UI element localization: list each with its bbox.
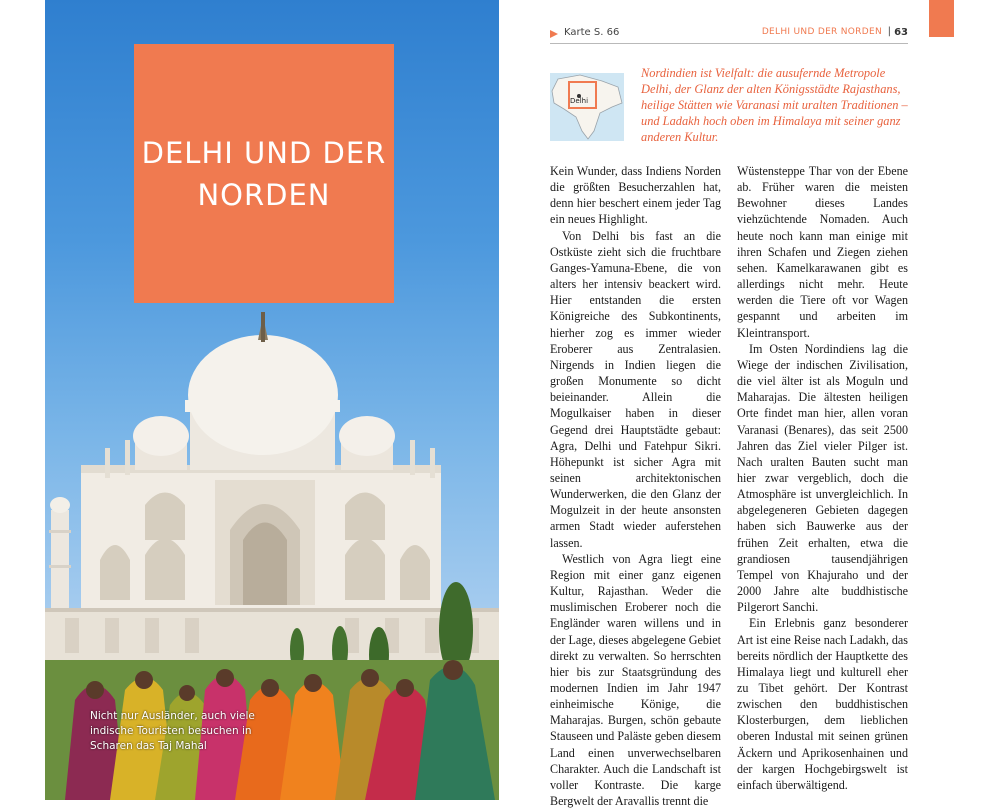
paragraph: Westlich von Agra liegt eine Region mit einer ganz eigenen Kultur, Rajasthan. Weder die muslimischen Eroberer noch die Engländer waren willens und in der Lage, dieses abgelegene Gebiet direkt zu verwalten. So herrschten hier bis zur Staatsgründung des modernen Indien im Jahr 1947 einheimische Könige, die Maharajas. Burgen, schön gebaute Stauseen und Paläste geben diesem Land einen unverwechselbaren Charakter. Auch die Landschaft ist voller Kontraste. Die karge Bergwelt der Aravallis trennt die (550, 551, 721, 809)
paragraph: Ein Erlebnis ganz besonderer Art ist eine Reise nach Ladakh, das bereits nördlich der Hauptkette des Himalaya liegt und kulturell eher zu Tibet gehört. Der Kontrast zwischen den buddhistischen Klosterburgen, dem lieblichen oberen Industal mit seinen grünen Äckern und Aprikosenhainen und der kargen Hochgebirgswelt ist einfach überwältigend. (737, 616, 908, 792)
paragraph: Von Delhi bis fast an die Ostküste zieht sich die fruchtbare Ganges-Yamuna-Ebene, die von alters her intensiv beackert wird. Hier entstanden die ersten Königreiche des Subkontinents, hierher zog es immer wieder Eroberer aus Zentralasien. Nirgends in Indien liegen die großen Monumente so dicht beieinander. Allein die Mogulkaiser haben in dieser Gegend drei Hauptstädte gebaut: Agra, Delhi und Fatehpur Sikri. Höhepunkt ist sicher Agra mit seinen architektonischen Wunderwerken, die den Glanz der Mogulzeit in der heute ansonsten armen Stadt wieder auferstehen lassen. (550, 228, 721, 550)
paragraph: Im Osten Nordindiens lag die Wiege der indischen Zivilisation, die viel älter ist als Moguln und Maharajas. Die ältesten heiligen Orte findet man hier, allen voran Varanasi (Benares), das seit 2500 Jahren das Ziel vieler Pilger ist. Nach uralten Bauten sucht man hier zwar vergeblich, doch die Atmosphäre ist unvergleichlich. In abgelegeneren Gebieten dagegen haben sich Bauwerke aus der frühen Zeit erhalten, etwa die grandiosen tausendjährigen Tempel von Khajuraho und der 2000 Jahre alte buddhistische Pilgerort Sanchi. (737, 341, 908, 615)
page-tab-marker (929, 0, 954, 37)
map-city-label: Delhi (570, 97, 589, 105)
header-rule (550, 43, 908, 44)
running-header (550, 27, 908, 43)
paragraph: Wüstensteppe Thar von der Ebene ab. Früher waren die meisten Bewohner dieses Landes viehzüchtende Nomaden. Auch heute noch kann man einige mit ihren Schafen und Ziegen ziehen sehen. Kamelkarawanen gibt es allerdings nicht mehr. Heute werden die Tiere oft vor Wagen gespannt und arbeiten im Kleintransport. (737, 164, 908, 340)
chapter-title: DELHI UND DER NORDEN (141, 136, 387, 212)
india-map-icon (550, 73, 624, 141)
cover-photo (45, 0, 499, 800)
page-number: 63 (894, 27, 908, 38)
section-title: DELHI UND DER NORDEN (761, 27, 882, 37)
chapter-intro: Nordindien ist Vielfalt: die ausufernde Metropole Delhi, der Glanz der alten Königsstädte Rajasthans, heilige Stätten wie Varanasi mit uralten Traditionen – und Ladakh hoch oben im Himalaya mit seiner ganz anderen Kultur. (641, 66, 908, 145)
locator-map (550, 73, 624, 141)
body-column-left (550, 163, 721, 809)
paragraph: Kein Wunder, dass Indiens Norden die größten Besucherzahlen hat, denn hier beschert einem jeder Tag ein neues Highlight. (550, 164, 721, 227)
chapter-title-box (134, 44, 394, 303)
photo-caption: Nicht nur Ausländer, auch viele indische Touristen besuchen in Scharen das Taj Mahal (90, 710, 255, 752)
header-separator: | (887, 26, 891, 37)
body-column-right (737, 163, 908, 793)
arrow-right-icon (550, 30, 558, 38)
map-reference: Karte S. 66 (564, 27, 620, 38)
